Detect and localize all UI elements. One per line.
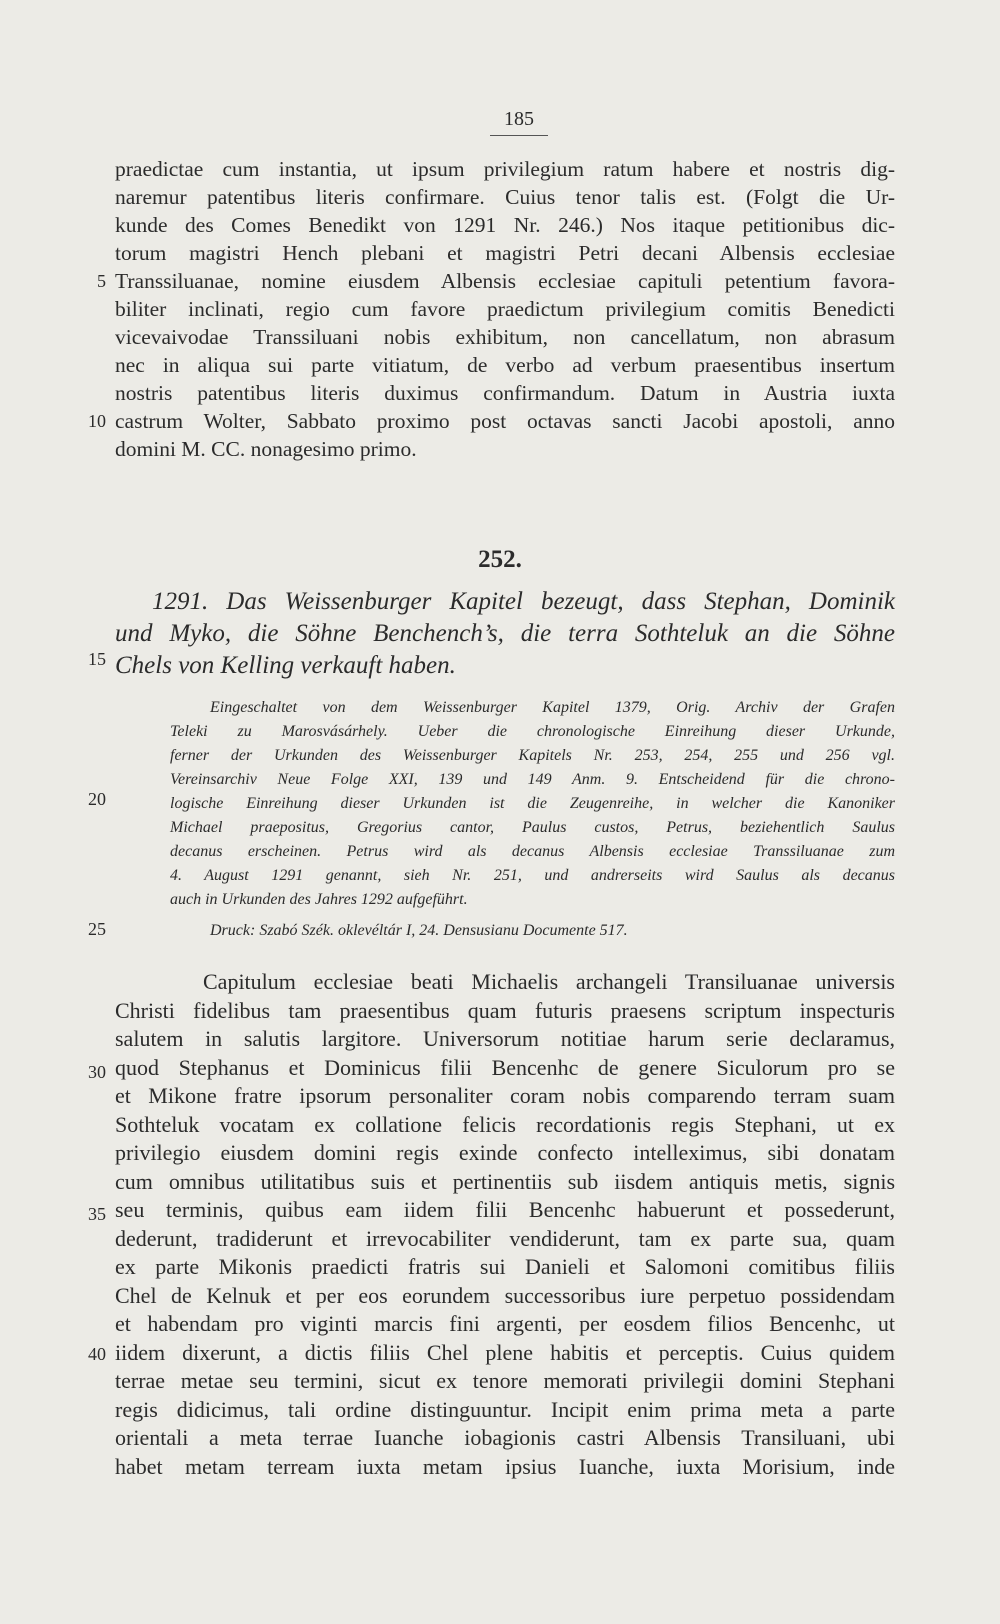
document-number: 252. (478, 546, 522, 573)
page-number: 185 (490, 108, 548, 136)
note-line: Vereinsarchiv Neue Folge XXI, 139 und 149 Anm. 9. Entscheidend für die chrono- (170, 771, 895, 788)
text-line: vicevaivodae Transsiluani nobis exhibitum, non cancellatum, non abrasum (115, 325, 895, 349)
text-line: torum magistri Hench plebani et magistri Petri decani Albensis ecclesiae (115, 241, 895, 265)
body-line: et Mikone fratre ipsorum personaliter coram nobis comparendo terram suam (115, 1083, 895, 1108)
text-line: castrum Wolter, Sabbato proximo post octavas sancti Jacobi apostoli, anno (115, 409, 895, 433)
body-line: salutem in salutis largitore. Universorum notitiae harum serie declaramus, (115, 1026, 895, 1051)
note-line: 4. August 1291 genannt, sieh Nr. 251, und andrerseits wird Saulus als decanus (170, 867, 895, 884)
line-number: 30 (88, 1062, 106, 1082)
note-line: logische Einreihung dieser Urkunden ist die Zeugenreihe, in welcher die Kanoniker (170, 795, 895, 812)
note-line: Eingeschaltet von dem Weissenburger Kapitel 1379, Orig. Archiv der Grafen (210, 699, 895, 716)
text-line: praedictae cum instantia, ut ipsum privilegium ratum habere et nostris dig- (115, 157, 895, 181)
line-number: 5 (97, 271, 106, 291)
body-line: Chel de Kelnuk et per eos eorundem successoribus iure perpetuo possidendam (115, 1282, 895, 1308)
body-line: Capitulum ecclesiae beati Michaelis archangeli Transiluanae universis (203, 969, 895, 994)
text-line: naremur patentibus literis confirmare. Cuius tenor talis est. (Folgt die Ur- (115, 185, 895, 209)
heading-line: und Myko, die Söhne Benchench’s, die terra Sothteluk an die Söhne (115, 620, 895, 647)
line-number: 35 (88, 1204, 106, 1224)
body-line: cum omnibus utilitatibus suis et pertinentiis sub iisdem antiquis metis, signis (115, 1168, 895, 1194)
body-line: regis didicimus, tali ordine distinguuntur. Incipit enim prima meta a parte (115, 1396, 895, 1422)
heading-line: 1291. Das Weissenburger Kapitel bezeugt, dass Stephan, Dominik (152, 588, 895, 615)
text-line: kunde des Comes Benedikt von 1291 Nr. 246.) Nos itaque petitionibus dic- (115, 213, 895, 237)
text-line: Transsiluanae, nomine eiusdem Albensis ecclesiae capituli petentium favora- (115, 269, 895, 293)
body-line: dederunt, tradiderunt et irrevocabiliter vendiderunt, tam ex parte sua, quam (115, 1225, 895, 1251)
text-line: nec in aliqua sui parte vitiatum, de verbo ad verbum praesentibus insertum (115, 353, 895, 377)
note-line: Teleki zu Marosvásárhely. Ueber die chronologische Einreihung dieser Urkunde, (170, 723, 895, 740)
note-line: ferner der Urkunden des Weissenburger Kapitels Nr. 253, 254, 255 und 256 vgl. (170, 747, 895, 764)
text-line: biliter inclinati, regio cum favore praedictum privilegium comitis Benedicti (115, 297, 895, 321)
line-number: 15 (88, 649, 106, 669)
body-line: quod Stephanus et Dominicus filii Bencenhc de genere Siculorum pro se (115, 1054, 895, 1080)
body-line: Christi fidelibus tam praesentibus quam futuris praesens scriptum inspecturis (115, 997, 895, 1023)
body-line: Sothteluk vocatam ex collatione felicis recordationis regis Stephani, ut ex (115, 1111, 895, 1137)
body-line: orientali a meta terrae Iuanche iobagionis castri Albensis Transiluani, ubi (115, 1425, 895, 1450)
line-number: 10 (88, 411, 106, 431)
body-line: privilegio eiusdem domini regis exinde confecto intelleximus, sibi donatam (115, 1140, 895, 1165)
text-line: nostris patentibus literis duximus confirmandum. Datum in Austria iuxta (115, 381, 895, 405)
body-line: seu terminis, quibus eam iidem filii Bencenhc habuerunt et possederunt, (115, 1197, 895, 1222)
text-line: domini M. CC. nonagesimo primo. (115, 437, 417, 461)
line-number: 20 (88, 789, 106, 809)
note-line: Michael praepositus, Gregorius cantor, Paulus custos, Petrus, beziehentlich Saulus (170, 819, 895, 836)
body-line: ex parte Mikonis praedicti fratris sui Danieli et Salomoni comitibus filiis (115, 1254, 895, 1279)
line-number: 40 (88, 1344, 106, 1364)
body-line: et habendam pro viginti marcis fini argenti, per eosdem filios Bencenhc, ut (115, 1311, 895, 1336)
body-line: iidem dixerunt, a dictis filiis Chel plene habitis et perceptis. Cuius quidem (115, 1339, 895, 1365)
body-line: habet metam terream iuxta metam ipsius Iuanche, iuxta Morisium, inde (115, 1453, 895, 1479)
note-line: auch in Urkunden des Jahres 1292 aufgeführt. (170, 891, 468, 908)
body-line: terrae metae seu termini, sicut ex tenore memorati privilegii domini Stephani (115, 1368, 895, 1393)
heading-line: Chels von Kelling verkauft haben. (115, 652, 456, 679)
print-reference: Druck: Szabó Szék. oklevéltár I, 24. Densusianu Documente 517. (210, 922, 628, 939)
line-number: 25 (88, 919, 106, 939)
note-line: decanus erscheinen. Petrus wird als decanus Albensis ecclesiae Transsiluanae zum (170, 843, 895, 860)
